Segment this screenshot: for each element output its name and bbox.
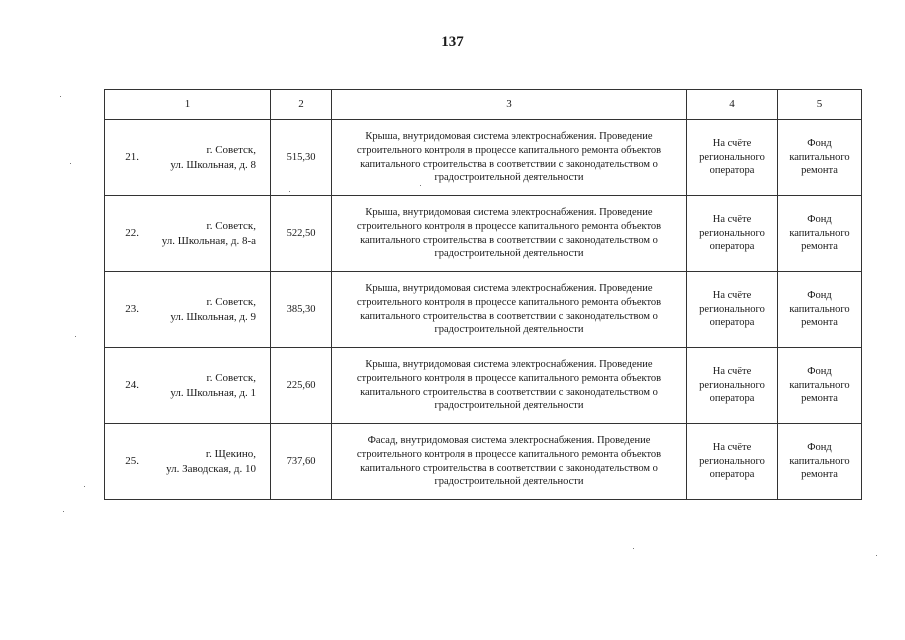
- area-cell: 225,60: [271, 348, 332, 424]
- funding-source-cell: Фонд капитального ремонта: [778, 196, 862, 272]
- row-number: 22.: [125, 226, 139, 239]
- row-number: 23.: [125, 302, 139, 315]
- area-cell: 515,30: [271, 120, 332, 196]
- funding-source-cell: Фонд капитального ремонта: [778, 120, 862, 196]
- scan-speck: [633, 548, 634, 549]
- address-street: ул. Школьная, д. 8: [170, 158, 256, 171]
- scan-speck: [420, 185, 421, 186]
- column-header: 2: [271, 90, 332, 120]
- row-number: 21.: [125, 150, 139, 163]
- table-row: [105, 272, 862, 348]
- area-cell: 737,60: [271, 424, 332, 500]
- address-street: ул. Заводская, д. 10: [166, 462, 256, 475]
- column-header: 4: [687, 90, 778, 120]
- area-cell: 385,30: [271, 272, 332, 348]
- column-header: 5: [778, 90, 862, 120]
- table-row: [105, 424, 862, 500]
- works-cell: Крыша, внутридомовая система электроснабжения. Проведение строительного контроля в процессе капитального ремонта объектов капитального строительства в соответствии с законодательством о градостроительной деятельности: [332, 272, 687, 348]
- funding-method-cell: На счёте регионального оператора: [687, 424, 778, 500]
- funding-method-cell: На счёте регионального оператора: [687, 272, 778, 348]
- scan-speck: [876, 555, 877, 556]
- column-header: 3: [332, 90, 687, 120]
- funding-method-cell: На счёте регионального оператора: [687, 120, 778, 196]
- address-city: г. Советск,: [206, 295, 256, 308]
- address-cell: [105, 196, 271, 272]
- funding-source-cell: Фонд капитального ремонта: [778, 424, 862, 500]
- table-row: [105, 120, 862, 196]
- address-city: г. Советск,: [206, 143, 256, 156]
- scan-speck: [75, 336, 76, 337]
- address-cell: [105, 424, 271, 500]
- funding-method-cell: На счёте регионального оператора: [687, 348, 778, 424]
- row-number: 24.: [125, 378, 139, 391]
- address-street: ул. Школьная, д. 8-а: [161, 234, 256, 247]
- works-table: [104, 89, 862, 500]
- address-cell: [105, 348, 271, 424]
- address-city: г. Щекино,: [205, 447, 256, 460]
- address-city: г. Советск,: [206, 219, 256, 232]
- table-row: [105, 348, 862, 424]
- scan-speck: [70, 163, 71, 164]
- address-street: ул. Школьная, д. 9: [170, 310, 256, 323]
- column-number-row: [105, 90, 862, 120]
- scan-speck: [63, 511, 64, 512]
- table-body: [105, 120, 862, 500]
- table-row: [105, 196, 862, 272]
- funding-method-cell: На счёте регионального оператора: [687, 196, 778, 272]
- row-number: 25.: [125, 454, 139, 467]
- address-city: г. Советск,: [206, 371, 256, 384]
- page-number: 137: [441, 34, 464, 50]
- scan-speck: [289, 191, 290, 192]
- scan-speck: [60, 96, 61, 97]
- address-cell: [105, 120, 271, 196]
- area-cell: 522,50: [271, 196, 332, 272]
- works-cell: Крыша, внутридомовая система электроснабжения. Проведение строительного контроля в процессе капитального ремонта объектов капитального строительства в соответствии с законодательством о градостроительной деятельности: [332, 196, 687, 272]
- address-cell: [105, 272, 271, 348]
- funding-source-cell: Фонд капитального ремонта: [778, 348, 862, 424]
- funding-source-cell: Фонд капитального ремонта: [778, 272, 862, 348]
- works-cell: Крыша, внутридомовая система электроснабжения. Проведение строительного контроля в процессе капитального ремонта объектов капитального строительства в соответствии с законодательством о градостроительной деятельности: [332, 120, 687, 196]
- works-cell: Крыша, внутридомовая система электроснабжения. Проведение строительного контроля в процессе капитального ремонта объектов капитального строительства в соответствии с законодательством о градостроительной деятельности: [332, 348, 687, 424]
- scan-speck: [84, 486, 85, 487]
- column-header: 1: [105, 90, 271, 120]
- address-street: ул. Школьная, д. 1: [170, 386, 256, 399]
- works-cell: Фасад, внутридомовая система электроснабжения. Проведение строительного контроля в процессе капитального ремонта объектов капитального строительства в соответствии с законодательством о градостроительной деятельности: [332, 424, 687, 500]
